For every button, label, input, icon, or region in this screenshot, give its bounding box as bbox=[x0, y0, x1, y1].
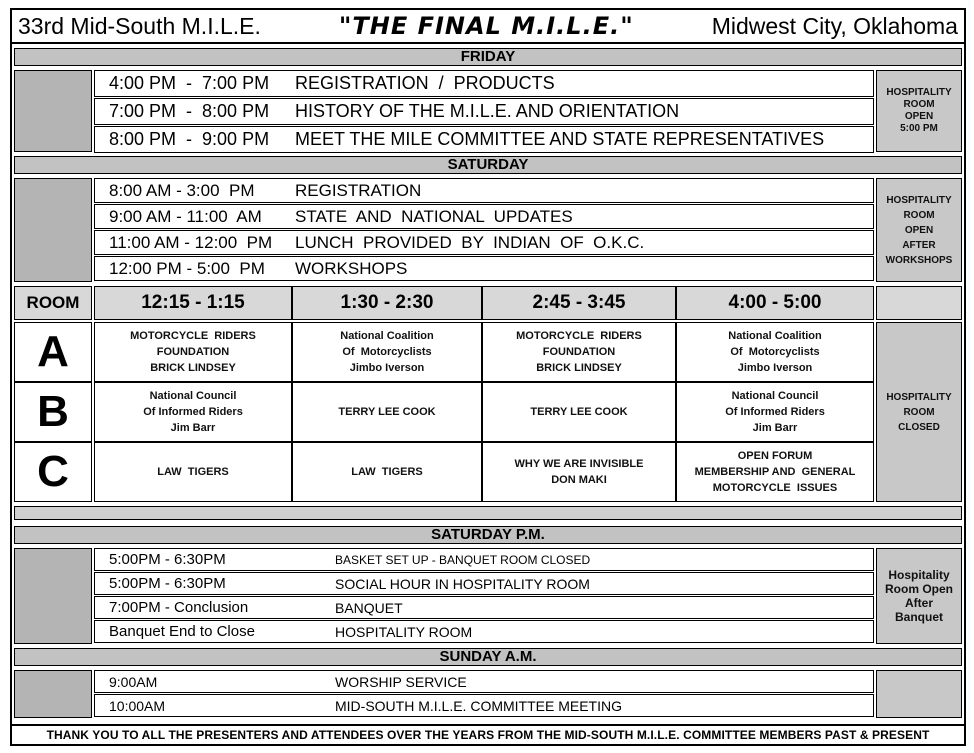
schedule-sheet bbox=[10, 8, 966, 746]
saturday-pm-band: SATURDAY P.M. bbox=[14, 526, 962, 544]
schedule-row bbox=[94, 70, 874, 97]
workshop-cell-line: TERRY LEE COOK bbox=[530, 406, 628, 418]
row-time: 4:00 PM - 7:00 PM bbox=[109, 73, 270, 93]
friday-left-filler bbox=[14, 70, 92, 152]
workshop-cell-line: National Council bbox=[149, 390, 237, 402]
row-event: BASKET SET UP - BANQUET ROOM CLOSED bbox=[335, 552, 591, 567]
sunday-band: SUNDAY A.M. bbox=[14, 648, 962, 666]
hospitality-line: OPEN bbox=[904, 224, 934, 236]
workshop-time-header: 2:45 - 3:45 bbox=[482, 286, 676, 320]
hospitality-line: ROOM bbox=[903, 406, 935, 418]
workshop-cell bbox=[482, 382, 676, 442]
row-event: LUNCH PROVIDED BY INDIAN OF O.K.C. bbox=[295, 232, 645, 252]
row-event: REGISTRATION bbox=[295, 180, 422, 200]
workshop-cell bbox=[676, 442, 874, 502]
schedule-row bbox=[94, 548, 874, 571]
row-event: WORSHIP SERVICE bbox=[335, 673, 467, 690]
workshop-cell-line: BRICK LINDSEY bbox=[150, 362, 236, 374]
workshop-cell bbox=[482, 322, 676, 382]
workshop-cell bbox=[676, 382, 874, 442]
hospitality-line: 5:00 PM bbox=[900, 123, 938, 134]
workshop-cell bbox=[292, 322, 482, 382]
row-event: WORKSHOPS bbox=[295, 258, 408, 278]
row-time: 12:00 PM - 5:00 PM bbox=[109, 258, 265, 278]
room-letter: B bbox=[14, 382, 92, 442]
schedule-row bbox=[94, 178, 874, 203]
workshop-cell-line: Of Informed Riders bbox=[725, 406, 825, 418]
workshop-cell-line: FOUNDATION bbox=[542, 346, 616, 358]
schedule-row bbox=[94, 572, 874, 595]
hospitality-line: OPEN bbox=[904, 111, 934, 122]
grid-corner-filler bbox=[876, 286, 962, 320]
schedule-row bbox=[94, 204, 874, 229]
workshop-time-header: 4:00 - 5:00 bbox=[676, 286, 874, 320]
row-event: BANQUET bbox=[335, 599, 403, 616]
friday-band: FRIDAY bbox=[14, 48, 962, 66]
workshop-cell-line: TERRY LEE COOK bbox=[338, 406, 436, 418]
schedule-row bbox=[94, 596, 874, 619]
schedule-row bbox=[94, 230, 874, 255]
workshop-cell-line: OPEN FORUM bbox=[737, 450, 813, 462]
room-letter: C bbox=[14, 442, 92, 502]
row-time: 8:00 AM - 3:00 PM bbox=[109, 180, 255, 200]
row-event: STATE AND NATIONAL UPDATES bbox=[295, 206, 573, 226]
hospitality-line: WORKSHOPS bbox=[885, 254, 953, 266]
workshop-cell-line: MEMBERSHIP AND GENERAL bbox=[694, 466, 856, 478]
workshop-cell bbox=[94, 382, 292, 442]
workshop-cell bbox=[94, 442, 292, 502]
workshop-time-header: 12:15 - 1:15 bbox=[94, 286, 292, 320]
row-time: 7:00PM - Conclusion bbox=[109, 599, 249, 616]
row-time: 5:00PM - 6:30PM bbox=[109, 551, 226, 568]
workshop-cell-line: BRICK LINDSEY bbox=[536, 362, 622, 374]
schedule-row bbox=[94, 98, 874, 125]
room-letter: A bbox=[14, 322, 92, 382]
header bbox=[12, 10, 964, 44]
workshop-cell-line: MOTORCYCLE ISSUES bbox=[712, 482, 838, 494]
row-time: 5:00PM - 6:30PM bbox=[109, 575, 226, 592]
hospitality-line: Hospitality bbox=[888, 568, 950, 582]
grid-hospitality-note bbox=[876, 322, 962, 502]
workshop-cell bbox=[482, 442, 676, 502]
row-event: HISTORY OF THE M.I.L.E. AND ORIENTATION bbox=[295, 101, 680, 121]
workshop-cell-line: Of Motorcyclists bbox=[342, 346, 432, 358]
hospitality-line: HOSPITALITY bbox=[886, 194, 952, 206]
row-time: 9:00AM bbox=[109, 673, 158, 690]
row-event: HOSPITALITY ROOM bbox=[335, 623, 473, 640]
workshop-cell-line: National Council bbox=[731, 390, 819, 402]
workshop-cell-line: MOTORCYCLE RIDERS bbox=[130, 330, 256, 342]
sunday-right-filler bbox=[876, 670, 962, 718]
hospitality-line: ROOM bbox=[903, 209, 935, 221]
workshop-cell-line: National Coalition bbox=[340, 330, 434, 342]
hospitality-line: ROOM bbox=[903, 99, 935, 110]
workshop-cell-line: National Coalition bbox=[728, 330, 822, 342]
workshop-cell-line: MOTORCYCLE RIDERS bbox=[516, 330, 642, 342]
row-event: SOCIAL HOUR IN HOSPITALITY ROOM bbox=[335, 575, 590, 592]
saturday-band: SATURDAY bbox=[14, 156, 962, 174]
row-time: 9:00 AM - 11:00 AM bbox=[109, 206, 262, 226]
workshop-cell-line: Jim Barr bbox=[170, 422, 216, 434]
hospitality-line: After bbox=[904, 596, 933, 610]
workshop-cell-line: LAW TIGERS bbox=[157, 466, 229, 478]
row-time: 10:00AM bbox=[109, 697, 166, 714]
schedule-row bbox=[94, 670, 874, 693]
saturday-pm-left-filler bbox=[14, 548, 92, 644]
hospitality-line: Banquet bbox=[895, 610, 943, 624]
workshop-cell-line: Jimbo Iverson bbox=[349, 362, 425, 374]
event-title: 33rd Mid-South M.I.L.E. bbox=[18, 12, 261, 39]
hospitality-line: Room Open bbox=[885, 582, 953, 596]
workshop-cell-line: Jim Barr bbox=[752, 422, 798, 434]
workshop-cell-line: Of Motorcyclists bbox=[730, 346, 820, 358]
event-location: Midwest City, Oklahoma bbox=[711, 12, 958, 39]
row-event: MID-SOUTH M.I.L.E. COMMITTEE MEETING bbox=[335, 697, 622, 714]
event-slogan: "THE FINAL M.I.L.E." bbox=[338, 12, 634, 40]
workshop-cell-line: Jimbo Iverson bbox=[737, 362, 813, 374]
workshop-cell-line: LAW TIGERS bbox=[351, 466, 423, 478]
workshop-cell bbox=[676, 322, 874, 382]
schedule-row bbox=[94, 620, 874, 643]
footer-thanks: THANK YOU TO ALL THE PRESENTERS AND ATTENDEES OVER THE YEARS FROM THE MID-SOUTH M.I.L.E. COMMITTEE MEMBERS PAST & PRESENT bbox=[12, 724, 964, 744]
sunday-left-filler bbox=[14, 670, 92, 718]
grid-spacer bbox=[14, 506, 962, 520]
schedule-row bbox=[94, 256, 874, 281]
hospitality-line: HOSPITALITY bbox=[886, 391, 952, 403]
saturday-left-filler bbox=[14, 178, 92, 282]
room-column-header: ROOM bbox=[14, 286, 92, 320]
workshop-cell bbox=[94, 322, 292, 382]
saturday-hospitality-note bbox=[876, 178, 962, 282]
hospitality-line: CLOSED bbox=[898, 421, 940, 433]
saturday-pm-hospitality-note bbox=[876, 548, 962, 644]
workshop-time-header: 1:30 - 2:30 bbox=[292, 286, 482, 320]
friday-hospitality-note bbox=[876, 70, 962, 152]
workshop-cell bbox=[292, 382, 482, 442]
workshop-cell bbox=[292, 442, 482, 502]
row-time: 7:00 PM - 8:00 PM bbox=[109, 101, 270, 121]
row-time: 8:00 PM - 9:00 PM bbox=[109, 129, 270, 149]
schedule-row bbox=[94, 126, 874, 153]
workshop-cell-line: WHY WE ARE INVISIBLE bbox=[514, 458, 644, 470]
workshop-cell-line: Of Informed Riders bbox=[143, 406, 243, 418]
row-time: Banquet End to Close bbox=[109, 623, 255, 640]
row-event: REGISTRATION / PRODUCTS bbox=[295, 73, 555, 93]
schedule-row bbox=[94, 694, 874, 717]
workshop-cell-line: FOUNDATION bbox=[156, 346, 230, 358]
row-event: MEET THE MILE COMMITTEE AND STATE REPRESENTATIVES bbox=[295, 129, 825, 149]
workshop-cell-line: DON MAKI bbox=[551, 474, 607, 486]
hospitality-line: AFTER bbox=[902, 239, 936, 251]
row-time: 11:00 AM - 12:00 PM bbox=[109, 232, 273, 252]
hospitality-line: HOSPITALITY bbox=[886, 87, 952, 98]
